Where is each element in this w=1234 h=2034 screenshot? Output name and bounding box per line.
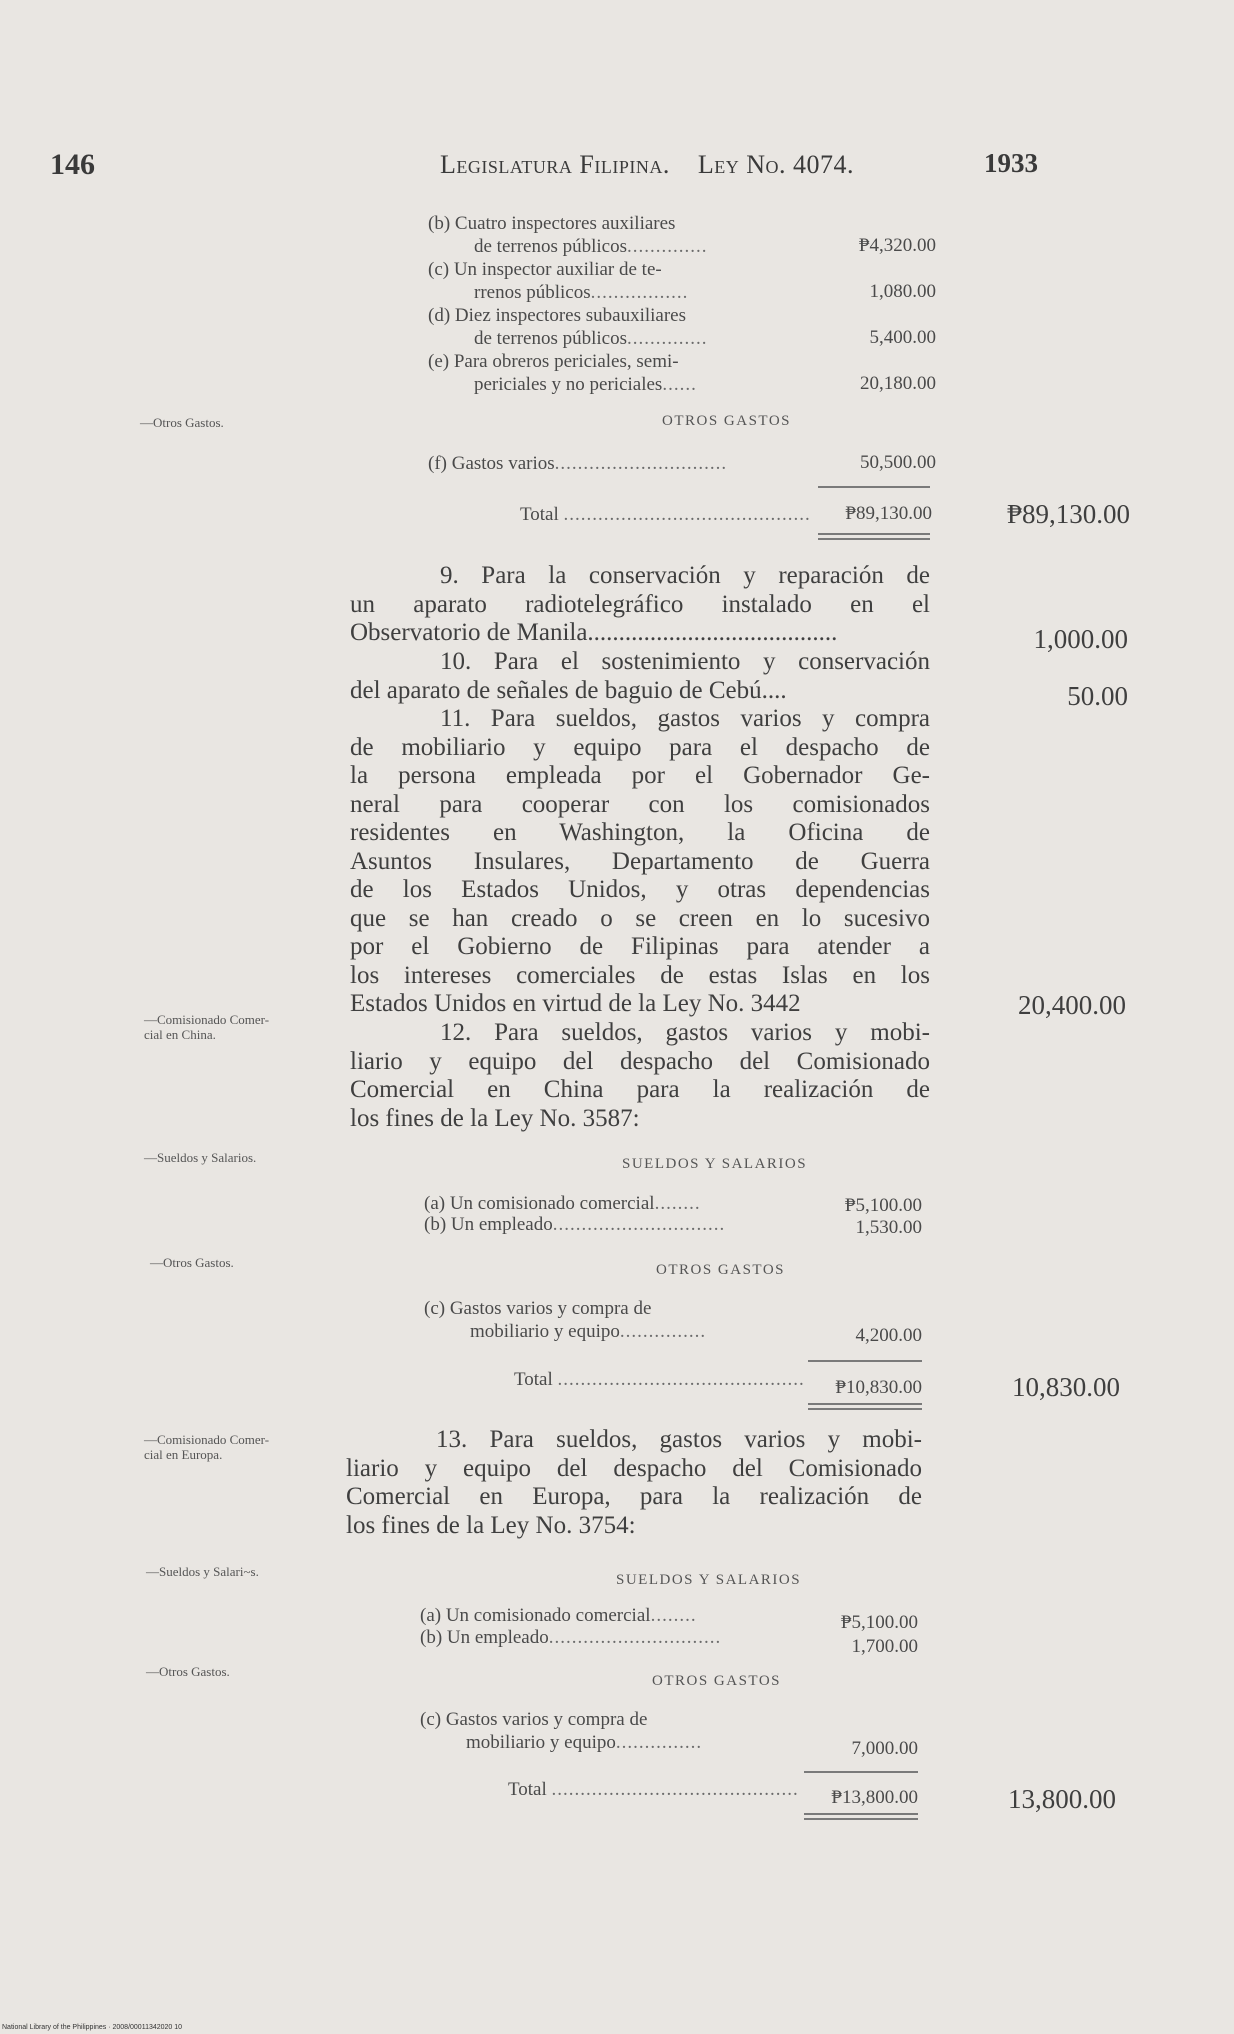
- law-number: Ley No. 4074.: [697, 150, 854, 179]
- total-row: Total ...........................................: [514, 1369, 805, 1390]
- amount-p10: 50.00: [1067, 681, 1128, 711]
- amount-p9: 1,000.00: [1033, 624, 1128, 654]
- margin-note: —Otros Gastos.: [146, 1664, 230, 1679]
- total-double-rule: [808, 1403, 922, 1410]
- amount: 50,500.00: [860, 452, 936, 473]
- margin-note: —Sueldos y Salarios.: [144, 1150, 257, 1165]
- paragraph-13: 13. Para sueldos, gastos varios y mobi- liario y equipo del despacho del Comisionado Comercial en Europa, para la realización de los fines de la Ley No. 3754:: [346, 1426, 922, 1539]
- amount: ₱4,320.00: [858, 235, 936, 256]
- amount: 7,000.00: [851, 1738, 918, 1759]
- china-item-b: (b) Un empleado..............................: [424, 1214, 726, 1235]
- section-heading: OTROS GASTOS: [662, 413, 791, 429]
- china-item-c: (c) Gastos varios y compra de mobiliario y equipo...............: [424, 1298, 707, 1342]
- running-head: [440, 150, 854, 180]
- amount: ₱5,100.00: [844, 1195, 922, 1216]
- total-amount: ₱13,800.00: [831, 1787, 918, 1808]
- item-c-inspector: (c) Un inspector auxiliar de te- rrenos públicos.................: [428, 259, 689, 303]
- amount: 1,700.00: [851, 1636, 918, 1657]
- scan-footer: National Library of the Philippines · 2008/00011342020 10: [2, 2024, 183, 2031]
- amount: 1,530.00: [855, 1217, 922, 1238]
- item-f-gastos: (f) Gastos varios..............................: [428, 453, 728, 474]
- item-d-inspectores: (d) Diez inspectores subauxiliares de terrenos públicos..............: [428, 305, 708, 349]
- europa-item-c: (c) Gastos varios y compra de mobiliario y equipo...............: [420, 1709, 703, 1753]
- paragraph-9: 9. Para la conservación y reparación de un aparato radiotelegráfico instalado en el Observatorio de Manila........................................: [350, 562, 930, 646]
- paragraph-11: 11. Para sueldos, gastos varios y compra de mobiliario y equipo para el despacho de la persona empleada por el Gobernador Ge- neral para cooperar con los comisionados residentes en Washington, la Oficina de Asuntos Insulares, Departamento de Guerra de los Estados Unidos, y otras dependencias que se han creado o se creen en lo sucesivo por el Gobierno de Filipinas para atender a los intereses comerciales de estas Islas en los Estados Unidos en virtud de la Ley No. 3442: [350, 705, 930, 1017]
- sum-rule: [818, 486, 930, 488]
- sum-rule: [808, 1360, 922, 1362]
- amount: 4,200.00: [855, 1325, 922, 1346]
- europa-item-b: (b) Un empleado..............................: [420, 1627, 722, 1648]
- paragraph-10: 10. Para el sostenimiento y conservación del aparato de señales de baguio de Cebú....: [350, 648, 930, 704]
- section-heading: OTROS GASTOS: [656, 1262, 785, 1278]
- margin-comisionado-china: —Comisionado Comer- cial en China.: [144, 1012, 270, 1042]
- margin-note: —Otros Gastos.: [150, 1255, 234, 1270]
- item-e-obreros: (e) Para obreros periciales, semi- periciales y no periciales......: [428, 351, 697, 395]
- total-amount: ₱10,830.00: [835, 1377, 922, 1398]
- section-heading: SUELDOS Y SALARIOS: [622, 1156, 808, 1172]
- section-heading: OTROS GASTOS: [652, 1673, 781, 1689]
- amount: 5,400.00: [869, 327, 936, 348]
- total-double-rule: [818, 533, 930, 540]
- margin-note: —Sueldos y Salari~s.: [146, 1564, 259, 1579]
- running-title: Legislatura Filipina.: [440, 150, 670, 179]
- europa-item-a: (a) Un comisionado comercial........: [420, 1605, 697, 1626]
- total-right: 13,800.00: [1008, 1784, 1116, 1814]
- amount: 1,080.00: [869, 281, 936, 302]
- year: 1933: [984, 148, 1038, 178]
- section-heading: SUELDOS Y SALARIOS: [616, 1572, 802, 1588]
- page-number: 146: [50, 148, 95, 181]
- amount-p11: 20,400.00: [1018, 990, 1126, 1020]
- amount: ₱5,100.00: [840, 1612, 918, 1633]
- margin-note: —Otros Gastos.: [140, 415, 224, 430]
- total-right: 10,830.00: [1012, 1372, 1120, 1402]
- china-item-a: (a) Un comisionado comercial........: [424, 1193, 701, 1214]
- item-b-inspectores: (b) Cuatro inspectores auxiliares de terrenos públicos..............: [428, 213, 708, 257]
- amount: 20,180.00: [860, 373, 936, 394]
- paragraph-12: 12. Para sueldos, gastos varios y mobi- liario y equipo del despacho del Comisionado Comercial en China para la realización de los fines de la Ley No. 3587:: [350, 1019, 930, 1132]
- total-row: Total ...........................................: [508, 1779, 799, 1800]
- total-amount: ₱89,130.00: [845, 503, 932, 524]
- total-row: Total ...........................................: [520, 504, 811, 525]
- sum-rule: [804, 1771, 918, 1773]
- total-double-rule: [804, 1813, 918, 1820]
- total-right: ₱89,130.00: [1006, 499, 1130, 529]
- margin-comisionado-europa: —Comisionado Comer- cial en Europa.: [144, 1432, 270, 1462]
